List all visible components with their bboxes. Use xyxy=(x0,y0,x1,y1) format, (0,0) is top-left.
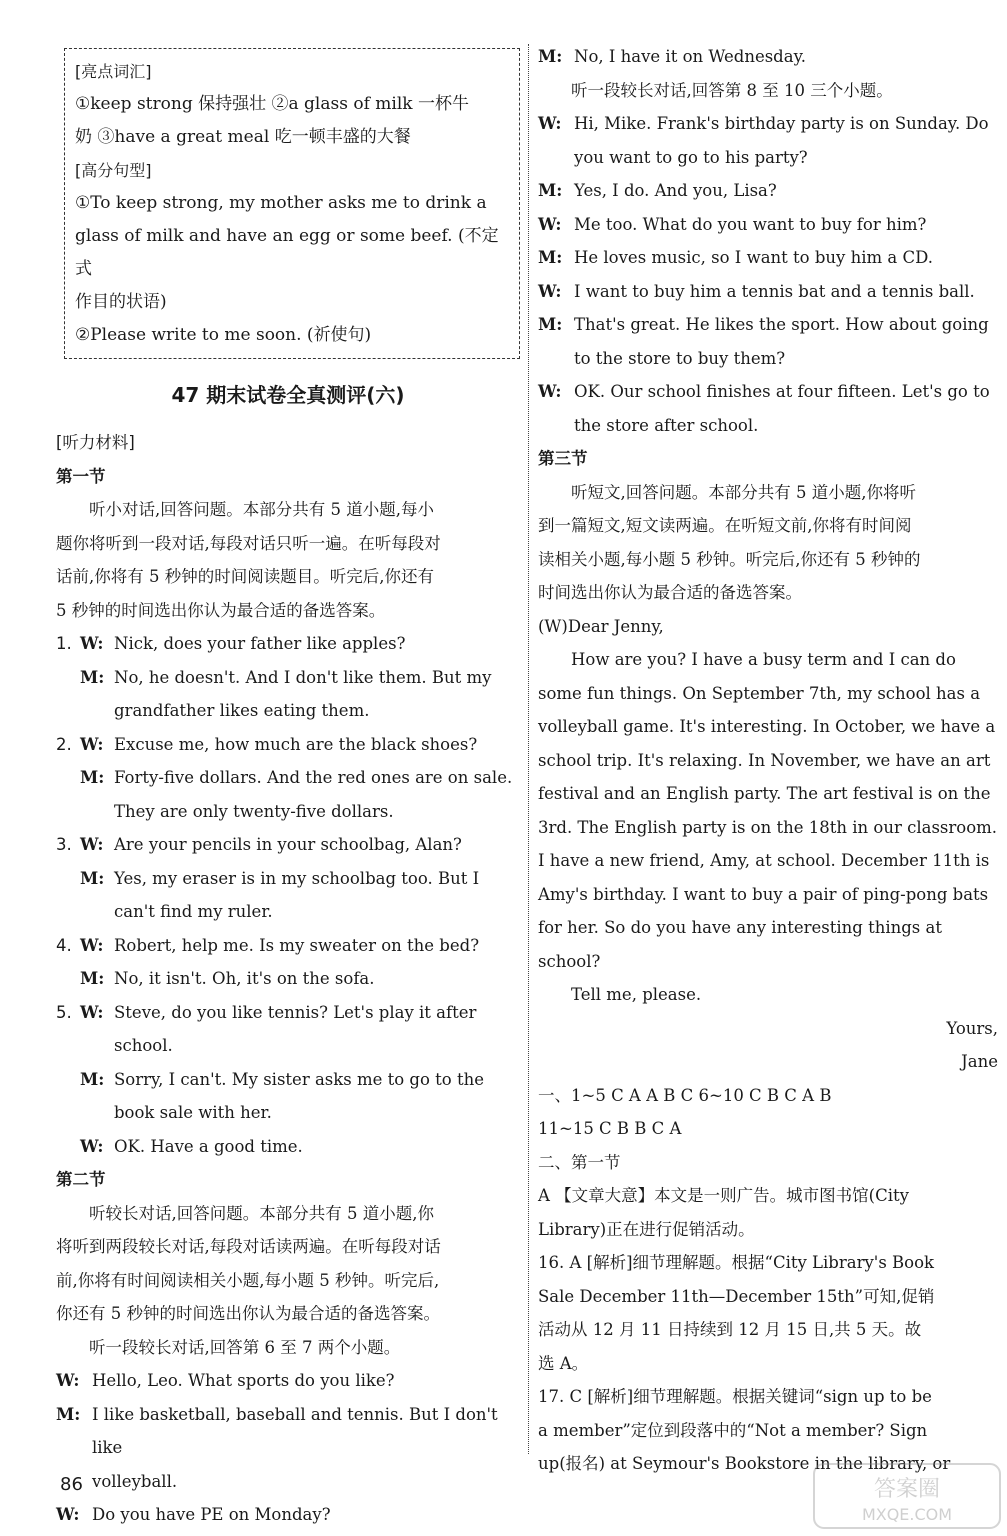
speaker: W: xyxy=(538,114,562,133)
page-title: 47 期末试卷全真测评(六) xyxy=(171,383,405,407)
letter-line: volleyball game. It's interesting. In October, we have a xyxy=(538,717,996,736)
utterance: Nick, does your father like apples? xyxy=(114,634,406,653)
sentence-tag: [高分句型] xyxy=(75,161,152,180)
svg-text:MXQE.COM: MXQE.COM xyxy=(861,1505,953,1524)
intro-line: 前,你将有时间阅读相关小题,每小题 5 秒钟。听完后, xyxy=(56,1270,440,1290)
dialogue-line xyxy=(56,661,520,728)
intro-line: 听小对话,回答问题。本部分共有 5 道小题,每小 xyxy=(89,500,434,519)
speaker: M: xyxy=(80,768,105,787)
dialogue-line xyxy=(56,761,520,828)
intro-line: 你还有 5 秒钟的时间选出你认为最合适的备选答案。 xyxy=(56,1304,440,1323)
utterance: Me too. What do you want to buy for him? xyxy=(574,214,927,234)
speaker: M: xyxy=(80,868,105,888)
question-number: 5. xyxy=(56,1002,72,1022)
section-heading: 第二节 xyxy=(56,1170,106,1189)
question-number: 2. xyxy=(56,734,72,754)
utterance: That's great. He likes the sport. How about going to the store to buy them? xyxy=(574,315,989,368)
dialogue-line xyxy=(538,174,998,208)
letter-line: How are you? I have a busy term and I can do xyxy=(571,650,956,669)
dialogue-line xyxy=(56,1498,520,1532)
sentence-line: glass of milk and have an egg or some beef. (不定式 xyxy=(75,226,499,279)
explanation-line: 16. A [解析]细节理解题。根据“City Library's Book xyxy=(538,1253,935,1272)
dialogue-line xyxy=(538,375,998,442)
intro-line: 将听到两段较长对话,每段对话读两遍。在听每段对话 xyxy=(56,1237,441,1256)
letter-closing: Yours, xyxy=(946,1018,998,1038)
passage-summary: A 【文章大意】本文是一则广告。城市图书馆(City xyxy=(538,1186,909,1205)
intro-line: 5 秒钟的时间选出你认为最合适的备选答案。 xyxy=(56,600,386,620)
material-tag: [听力材料] xyxy=(56,433,135,452)
utterance: No, it isn't. Oh, it's on the sofa. xyxy=(114,969,375,988)
utterance: Yes, my eraser is in my schoolbag too. But I can't find my ruler. xyxy=(114,868,480,921)
dialogue-line xyxy=(56,728,520,762)
speaker: W: xyxy=(56,1371,80,1390)
dialogue-line xyxy=(56,1364,520,1398)
utterance: Hello, Leo. What sports do you like? xyxy=(92,1371,395,1390)
dialogue-line xyxy=(56,1130,520,1164)
section-heading: 第三节 xyxy=(538,449,588,468)
explanation-line: up(报名) at Seymour's Bookstore in the library, or xyxy=(538,1454,951,1473)
speaker: M: xyxy=(80,667,105,687)
page-number: 86 xyxy=(60,1474,83,1495)
letter-line: for her. So do you have any interesting things at school? xyxy=(538,918,942,971)
dialogue-line xyxy=(538,208,998,242)
utterance: OK. Have a good time. xyxy=(114,1136,303,1156)
explanation-line: 活动从 12 月 11 日持续到 12 月 15 日,共 5 天。故 xyxy=(538,1320,922,1339)
intro-line: 读相关小题,每小题 5 秒钟。听完后,你还有 5 秒钟的 xyxy=(538,549,921,569)
highlight-box xyxy=(64,48,520,359)
section3-intro xyxy=(538,476,998,610)
utterance: Sorry, I can't. My sister asks me to go to the book sale with her. xyxy=(114,1069,485,1122)
speaker: W: xyxy=(80,835,104,854)
speaker: W: xyxy=(80,1136,104,1156)
intro-line: 题你将听到一段对话,每段对话只听一遍。在听每段对 xyxy=(56,533,441,553)
intro-line: 话前,你将有 5 秒钟的时间阅读题目。听完后,你还有 xyxy=(56,567,434,586)
dialogue-line xyxy=(538,40,998,74)
speaker: W: xyxy=(80,1002,104,1022)
vocab-tag: [亮点词汇] xyxy=(75,62,152,81)
speaker: W: xyxy=(538,214,562,234)
dialogue-line xyxy=(56,862,520,929)
speaker: W: xyxy=(56,1505,80,1524)
explanation-line: Sale December 11th—December 15th”可知,促销 xyxy=(538,1286,935,1306)
passage-summary: Library)正在进行促销活动。 xyxy=(538,1219,755,1239)
speaker: W: xyxy=(80,734,104,754)
intro-line: 听较长对话,回答问题。本部分共有 5 道小题,你 xyxy=(89,1203,434,1223)
letter-line: school trip. It's relaxing. In November, we have an art xyxy=(538,750,991,770)
speaker: M: xyxy=(538,315,563,334)
letter-line: some fun things. On September 7th, my school has a xyxy=(538,683,981,703)
vocab-line: 奶 ③have a great meal 吃一顿丰盛的大餐 xyxy=(75,127,411,147)
utterance: No, I have it on Wednesday. xyxy=(574,47,806,66)
dialogue-line xyxy=(56,996,520,1063)
dialogue-line xyxy=(56,1063,520,1130)
letter-line: festival and an English party. The art festival is on the xyxy=(538,784,991,803)
dialogue-line xyxy=(538,275,998,309)
utterance: Yes, I do. And you, Lisa? xyxy=(574,181,777,200)
utterance: Forty-five dollars. And the red ones are on sale. They are only twenty-five dollars. xyxy=(114,768,513,821)
utterance: Steve, do you like tennis? Let's play it after school. xyxy=(114,1002,477,1055)
speaker: M: xyxy=(538,181,563,200)
speaker: M: xyxy=(538,248,563,267)
letter-line: Tell me, please. xyxy=(571,985,702,1004)
speaker: W: xyxy=(80,935,104,955)
speaker: M: xyxy=(538,47,563,66)
answer-16 xyxy=(538,1246,998,1380)
dialogue-line xyxy=(56,828,520,862)
speaker: W: xyxy=(538,382,562,401)
sub-instruction: 听一段较长对话,回答第 6 至 7 两个小题。 xyxy=(89,1337,401,1357)
letter-body xyxy=(538,643,998,1012)
dialogue-line xyxy=(56,1398,520,1499)
utterance: I want to buy him a tennis bat and a tennis ball. xyxy=(574,281,975,301)
column-divider xyxy=(528,44,529,1454)
answer-section-heading: 二、第一节 xyxy=(538,1152,621,1172)
dialogue-line xyxy=(538,308,998,375)
answer-key-line: 一、1~5 C A A B C 6~10 C B C A B xyxy=(538,1085,832,1105)
question-number: 1. xyxy=(56,634,72,653)
letter-line: 3rd. The English party is on the 18th in our classroom. xyxy=(538,817,998,837)
utterance: OK. Our school finishes at four fifteen. Let's go to the store after school. xyxy=(574,382,990,435)
dialogue-line xyxy=(538,241,998,275)
sentence-line: ①To keep strong, my mother asks me to drink a xyxy=(75,193,487,213)
utterance: Hi, Mike. Frank's birthday party is on Sunday. Do you want to go to his party? xyxy=(574,114,989,167)
explanation-line: 17. C [解析]细节理解题。根据关键词“sign up to be xyxy=(538,1387,932,1406)
question-number: 3. xyxy=(56,835,72,854)
section1-intro xyxy=(56,493,520,627)
utterance: Excuse me, how much are the black shoes? xyxy=(114,734,478,754)
letter-signature: Jane xyxy=(961,1052,998,1071)
watermark-logo xyxy=(812,1462,1002,1530)
intro-line: 到一篇短文,短文读两遍。在听短文前,你将有时间阅 xyxy=(538,516,912,535)
utterance: Are your pencils in your schoolbag, Alan? xyxy=(114,835,462,854)
utterance: Do you have PE on Monday? xyxy=(92,1505,331,1524)
sentence-line: ②Please write to me soon. (祈使句) xyxy=(75,325,372,345)
utterance: He loves music, so I want to buy him a CD. xyxy=(574,248,933,267)
section-heading: 第一节 xyxy=(56,466,106,486)
dialogue-line xyxy=(56,627,520,661)
right-column xyxy=(538,40,998,1481)
speaker: W: xyxy=(80,634,104,653)
explanation-line: 选 A。 xyxy=(538,1353,589,1373)
section2-intro xyxy=(56,1197,520,1365)
dialogue-line xyxy=(56,962,520,996)
sub-instruction: 听一段较长对话,回答第 8 至 10 三个小题。 xyxy=(571,80,893,100)
intro-line: 时间选出你认为最合适的备选答案。 xyxy=(538,583,802,602)
letter-line: Amy's birthday. I want to buy a pair of ping-pong bats xyxy=(538,884,989,904)
dialogue-line xyxy=(56,929,520,963)
svg-text:答案圈: 答案圈 xyxy=(873,1477,941,1502)
speaker: W: xyxy=(538,281,562,301)
speaker: M: xyxy=(80,969,105,988)
letter-line: I have a new friend, Amy, at school. December 11th is xyxy=(538,851,990,870)
sentence-line: 作目的状语) xyxy=(75,292,167,312)
speaker: M: xyxy=(80,1069,105,1089)
speaker: M: xyxy=(56,1404,81,1424)
letter-greeting: (W)Dear Jenny, xyxy=(538,616,664,636)
left-column xyxy=(56,40,520,1532)
dialogue-line xyxy=(538,107,998,174)
utterance: I like basketball, baseball and tennis. But I don't like volleyball. xyxy=(92,1404,498,1491)
vocab-line: ①keep strong 保持强壮 ②a glass of milk 一杯牛 xyxy=(75,94,469,114)
intro-line: 听短文,回答问题。本部分共有 5 道小题,你将听 xyxy=(571,482,916,502)
answer-key-line: 11~15 C B B C A xyxy=(538,1119,682,1138)
explanation-line: a member”定位到段落中的“Not a member? Sign xyxy=(538,1420,928,1440)
utterance: No, he doesn't. And I don't like them. But my grandfather likes eating them. xyxy=(114,667,492,720)
utterance: Robert, help me. Is my sweater on the bed? xyxy=(114,935,480,955)
question-number: 4. xyxy=(56,935,72,955)
